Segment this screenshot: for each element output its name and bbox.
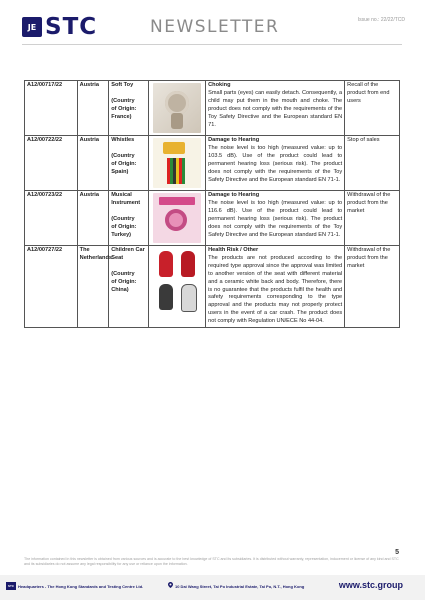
musical-instrument-photo-icon bbox=[153, 193, 201, 243]
footer-headquarters: Headquarters - The Hong Kong Standards and Testing Centre Ltd. bbox=[18, 584, 144, 589]
notifying-country: The Netherlands bbox=[77, 246, 109, 328]
notification-number: A12/00723/22 bbox=[25, 191, 78, 246]
product-cell bbox=[109, 246, 149, 328]
recall-table bbox=[24, 80, 400, 328]
origin-label: (Country bbox=[111, 215, 135, 222]
measures-taken: Withdrawal of the product from the market bbox=[345, 191, 400, 246]
car-seat-photo-icon bbox=[153, 281, 201, 313]
notification-number: A12/00717/22 bbox=[25, 81, 78, 136]
product-name: Soft Toy bbox=[111, 82, 134, 88]
header-divider bbox=[22, 44, 402, 45]
origin-of: of Origin: bbox=[111, 105, 137, 112]
footer-address: 10 Dai Wang Street, Tai Po Industrial Estate, Tai Po, N.T., Hong Kong bbox=[175, 584, 305, 589]
disclaimer-text: The information contained in this newsletter is obtained from various sources and is accurate to the best knowledge of STC and its subsidiaries. It is distributed without warranty, representation, inducement or license of any kind and STC and its subsidiaries do not assume any legal responsibility for any use or reliance upon the information. bbox=[24, 557, 399, 566]
notification-number: A12/00727/22 bbox=[25, 246, 78, 328]
risk-type: Health Risk / Other bbox=[208, 247, 259, 253]
table-row bbox=[25, 191, 400, 246]
risk-description bbox=[206, 246, 345, 328]
origin-of: of Origin: bbox=[111, 278, 137, 285]
risk-text: Small parts (eyes) can easily detach. Consequently, a child may put them in the mouth and choke. The product does not comply with the requirements of the Toy Safety Directive and the European standard EN 71. bbox=[208, 89, 343, 128]
notification-number: A12/00722/22 bbox=[25, 136, 78, 191]
table-row bbox=[25, 81, 400, 136]
newsletter-title: NEWSLETTER bbox=[150, 17, 280, 37]
website-link[interactable]: www.stc.group bbox=[338, 580, 403, 590]
page-number: 5 bbox=[395, 549, 399, 556]
product-cell bbox=[109, 81, 149, 136]
product-photo-cell bbox=[149, 81, 206, 136]
risk-text: The noise level is too high (measured value: up to 103.5 dB). Use of the product could lead to permanent hearing loss (serious risk). The product does not comply with the requirements of the Toy Safety Directive and the European standard EN 71-1. bbox=[208, 144, 343, 183]
risk-text: The noise level is too high (measured value: up to 116.6 dB). Use of the product could lead to permanent hearing loss (serious risk). The product does not comply with the requirements of the Toy Safety Directive and the European standard EN 71-1. bbox=[208, 199, 343, 238]
footer-logo-icon: STC bbox=[8, 584, 14, 588]
origin-label: (Country bbox=[111, 270, 135, 277]
notifying-country: Austria bbox=[77, 81, 109, 136]
risk-type: Damage to Hearing bbox=[208, 137, 260, 143]
car-seat-photo-icon bbox=[153, 248, 201, 280]
page-header bbox=[0, 0, 425, 56]
logo-mark-icon: JE bbox=[22, 17, 42, 37]
table-row bbox=[25, 136, 400, 191]
risk-description bbox=[206, 81, 345, 136]
risk-description bbox=[206, 136, 345, 191]
origin-country: Turkey) bbox=[111, 231, 132, 238]
product-name: Musical Instrument bbox=[111, 192, 141, 206]
stc-logo bbox=[22, 16, 97, 38]
origin-label: (Country bbox=[111, 152, 135, 159]
notifying-country: Austria bbox=[77, 191, 109, 246]
product-photo-cell bbox=[149, 246, 206, 328]
product-name: Children Car Seat bbox=[111, 247, 145, 261]
origin-country: Spain) bbox=[111, 168, 129, 175]
soft-toy-photo-icon bbox=[153, 83, 201, 133]
risk-description bbox=[206, 191, 345, 246]
measures-taken: Withdrawal of the product from the market bbox=[345, 246, 400, 328]
product-cell bbox=[109, 191, 149, 246]
risk-type: Choking bbox=[208, 82, 231, 88]
product-cell bbox=[109, 136, 149, 191]
issue-number: Issue no.: 22/22/TCD bbox=[357, 17, 405, 23]
origin-of: of Origin: bbox=[111, 160, 137, 167]
measures-taken: Recall of the product from end users bbox=[345, 81, 400, 136]
whistles-photo-icon bbox=[153, 138, 201, 188]
measures-taken: Stop of sales bbox=[345, 136, 400, 191]
origin-country: France) bbox=[111, 113, 132, 120]
origin-country: China) bbox=[111, 286, 129, 293]
risk-type: Damage to Hearing bbox=[208, 192, 260, 198]
logo-text: STC bbox=[45, 14, 98, 40]
table-row bbox=[25, 246, 400, 328]
risk-text: The products are not produced according to the required type approval since the approval was limited to another version of the seat with different material and a ceramic white back and body. Therefore, there is no guarantee that the products fulfil the health and safety requirements corresponding to the type approval and the products may not properly protect users in the event of a car crash. The product does not comply with Regulation UN/ECE No 44-04. bbox=[208, 254, 343, 325]
location-pin-icon bbox=[168, 582, 173, 588]
notifying-country: Austria bbox=[77, 136, 109, 191]
product-photo-cell bbox=[149, 191, 206, 246]
origin-of: of Origin: bbox=[111, 223, 137, 230]
origin-label: (Country bbox=[111, 97, 135, 104]
product-name: Whistles bbox=[111, 137, 135, 143]
product-photo-cell bbox=[149, 136, 206, 191]
